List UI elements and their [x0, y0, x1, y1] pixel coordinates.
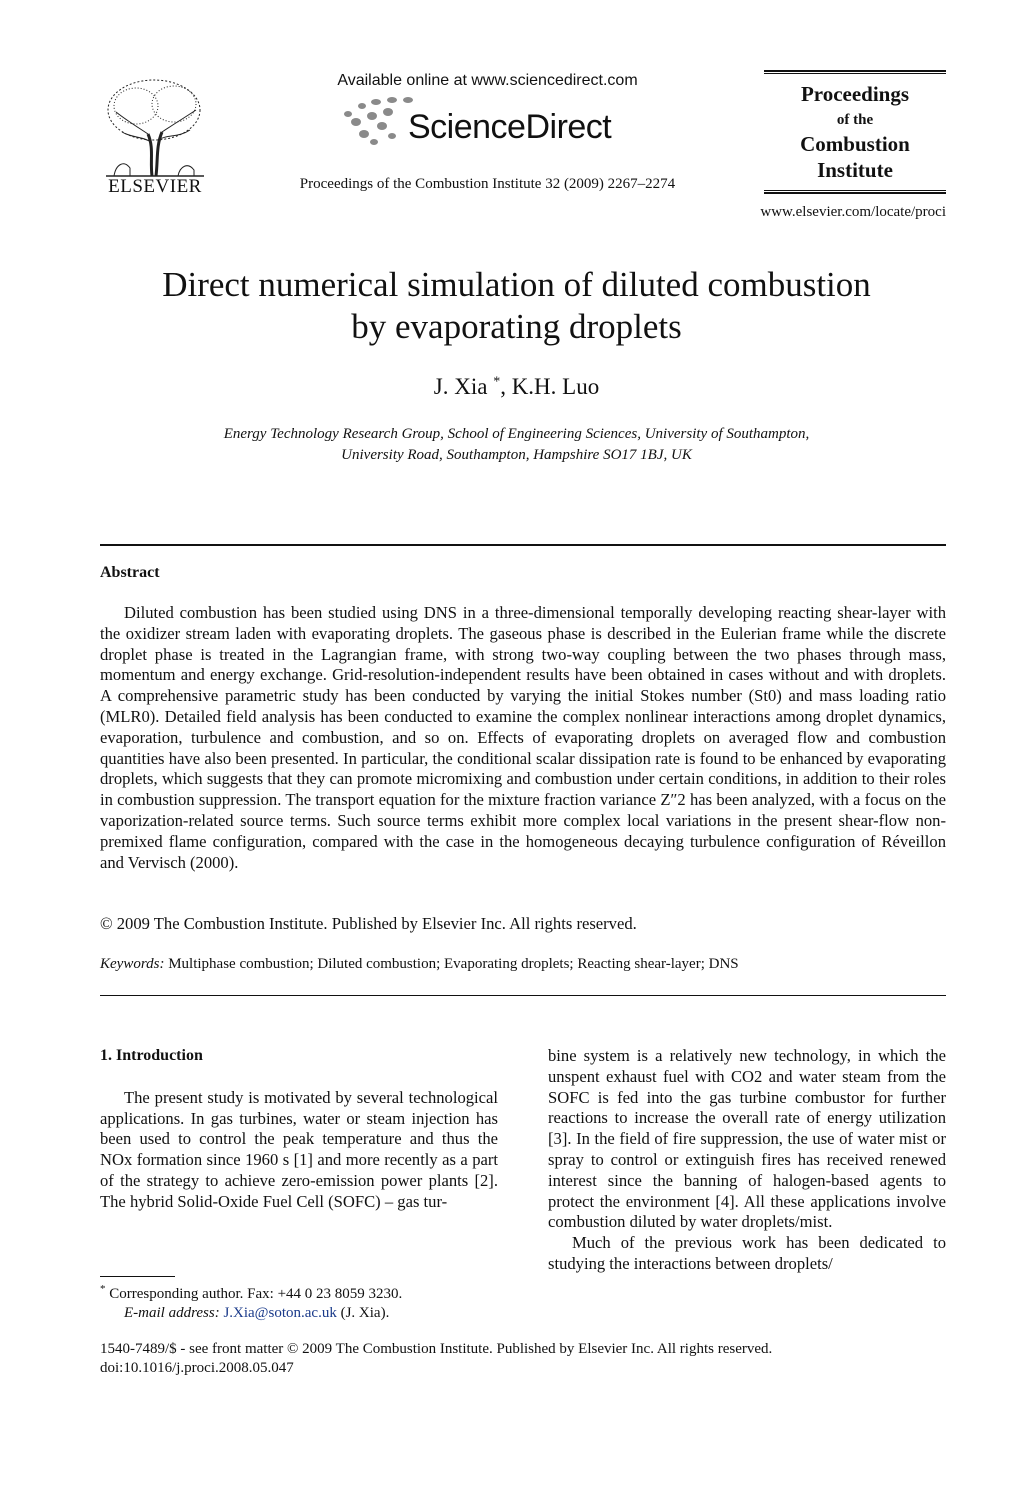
- left-column: [100, 1046, 498, 1213]
- author-2: K.H. Luo: [511, 374, 600, 399]
- section-heading-introduction: 1. Introduction: [100, 1047, 203, 1064]
- abstract-bottom-rule: [100, 995, 946, 996]
- publisher-name: ELSEVIER: [108, 176, 202, 197]
- corresponding-author-mark[interactable]: *: [493, 374, 501, 390]
- available-online-text: Available online at www.sciencedirect.com: [337, 72, 638, 89]
- affiliation: [100, 424, 933, 466]
- title-line-1: Direct numerical simulation of diluted combustion: [162, 265, 871, 304]
- keywords-label: Keywords:: [100, 956, 165, 972]
- email-owner: (J. Xia).: [340, 1305, 390, 1321]
- intro-paragraph-1: The present study is motivated by several technological applications. In gas turbines, water or steam injection has been used to control the peak temperature and thus the NOx formation since 1960 s [1] and more recently as a part of the strategy to achieve zero-emission power plants [2]. The hybrid Solid-Oxide Fuel Cell (SOFC) – gas tur-: [100, 1087, 498, 1211]
- right-column: [548, 1046, 946, 1275]
- author-list: [100, 374, 933, 400]
- keywords: [100, 956, 946, 973]
- doi-link[interactable]: doi:10.1016/j.proci.2008.05.047: [100, 1360, 294, 1376]
- footnote-line-2: [100, 1304, 520, 1323]
- abstract-top-rule: [100, 544, 946, 546]
- abstract-copyright: © 2009 The Combustion Institute. Published by Elsevier Inc. All rights reserved.: [100, 914, 637, 933]
- email-label: E-mail address:: [124, 1305, 220, 1321]
- abstract-heading: Abstract: [100, 564, 160, 581]
- title-line-2: by evaporating droplets: [351, 307, 682, 346]
- intro-paragraph-1-continued: bine system is a relatively new technology, in which the unspent exhaust fuel with CO2 and water steam from the SOFC is fed into the gas turbine combustor for further reactions to increase the overall rate of energy utilization [3]. In the field of fire suppression, the use of water mist or spray to control or extinguish fires has received renewed interest since the banning of halogen-based agents to protect the environment [4]. All these applications involve combustion diluted by water droplets/mist.: [548, 1046, 946, 1232]
- footnote-rule: [100, 1276, 175, 1277]
- journal-box-line3: Combustion: [800, 132, 910, 156]
- front-matter-line-1: 1540-7489/$ - see front matter © 2009 The Combustion Institute. Published by Elsevier Inc. All rights reserved.: [100, 1341, 773, 1357]
- journal-citation: Proceedings of the Combustion Institute 32 (2009) 2267–2274: [299, 176, 676, 192]
- author-separator: ,: [500, 374, 512, 399]
- footnote-text: Corresponding author. Fax: +44 0 23 8059 3230.: [109, 1286, 403, 1302]
- box-bottom-rule: [764, 190, 946, 194]
- sciencedirect-brand: ScienceDirect: [408, 108, 612, 146]
- affiliation-line-2: University Road, Southampton, Hampshire SO17 1BJ, UK: [341, 447, 692, 463]
- keywords-list: Multiphase combustion; Diluted combustion; Evaporating droplets; Reacting shear-layer; DNS: [168, 956, 739, 972]
- journal-url-link[interactable]: www.elsevier.com/locate/proci: [760, 204, 946, 220]
- abstract-body: [100, 603, 946, 873]
- footnote-line-1: [100, 1280, 520, 1304]
- article-title: [100, 264, 933, 348]
- journal-title-box: [764, 70, 946, 194]
- journal-box-line2: of the: [836, 112, 874, 128]
- intro-paragraph-2: Much of the previous work has been dedicated to studying the interactions between droplets/: [548, 1233, 946, 1273]
- journal-box-line1: Proceedings: [800, 82, 910, 106]
- affiliation-line-1: Energy Technology Research Group, School of Engineering Sciences, University of Southampton,: [223, 426, 810, 442]
- journal-box-line4: Institute: [817, 158, 893, 182]
- footnote: [100, 1280, 520, 1323]
- footnote-mark: *: [100, 1283, 106, 1295]
- abstract-text: Diluted combustion has been studied using DNS in a three-dimensional temporally developing reacting shear-layer with the oxidizer stream laden with evaporating droplets. The gaseous phase is described in the Eulerian frame while the discrete droplet phase is treated in the Lagrangian frame, with strong two-way coupling between the two phases through mass, momentum and energy exchange. Grid-resolution-independent results have been obtained in cases without and with droplets. A comprehensive parametric study has been conducted by varying the initial Stokes number (St0) and mass loading ratio (MLR0). Detailed field analysis has been conducted to examine the complex nonlinear interactions among droplet dynamics, evaporation, turbulence and combustion, and so on. Effects of evaporating droplets on averaged flow and combustion quantities have also been presented. In particular, the conditional scalar dissipation rate is found to be enhanced by evaporating droplets, which suggests that they can promote micromixing and combustion under certain conditions, in addition to their roles in combustion suppression. The transport equation for the mixture fraction variance Z″2 has been analyzed, with a focus on the vaporization-related source terms. Such source terms exhibit more complex local variations in the present shear-flow non-premixed flame configuration, compared with the case in the homogeneous decaying turbulence configuration of Réveillon and Vervisch (2000).: [100, 603, 946, 872]
- author-1: J. Xia: [433, 374, 488, 399]
- email-link[interactable]: J.Xia@soton.ac.uk: [223, 1305, 337, 1321]
- box-top-rule: [764, 70, 946, 74]
- front-matter: [100, 1340, 946, 1378]
